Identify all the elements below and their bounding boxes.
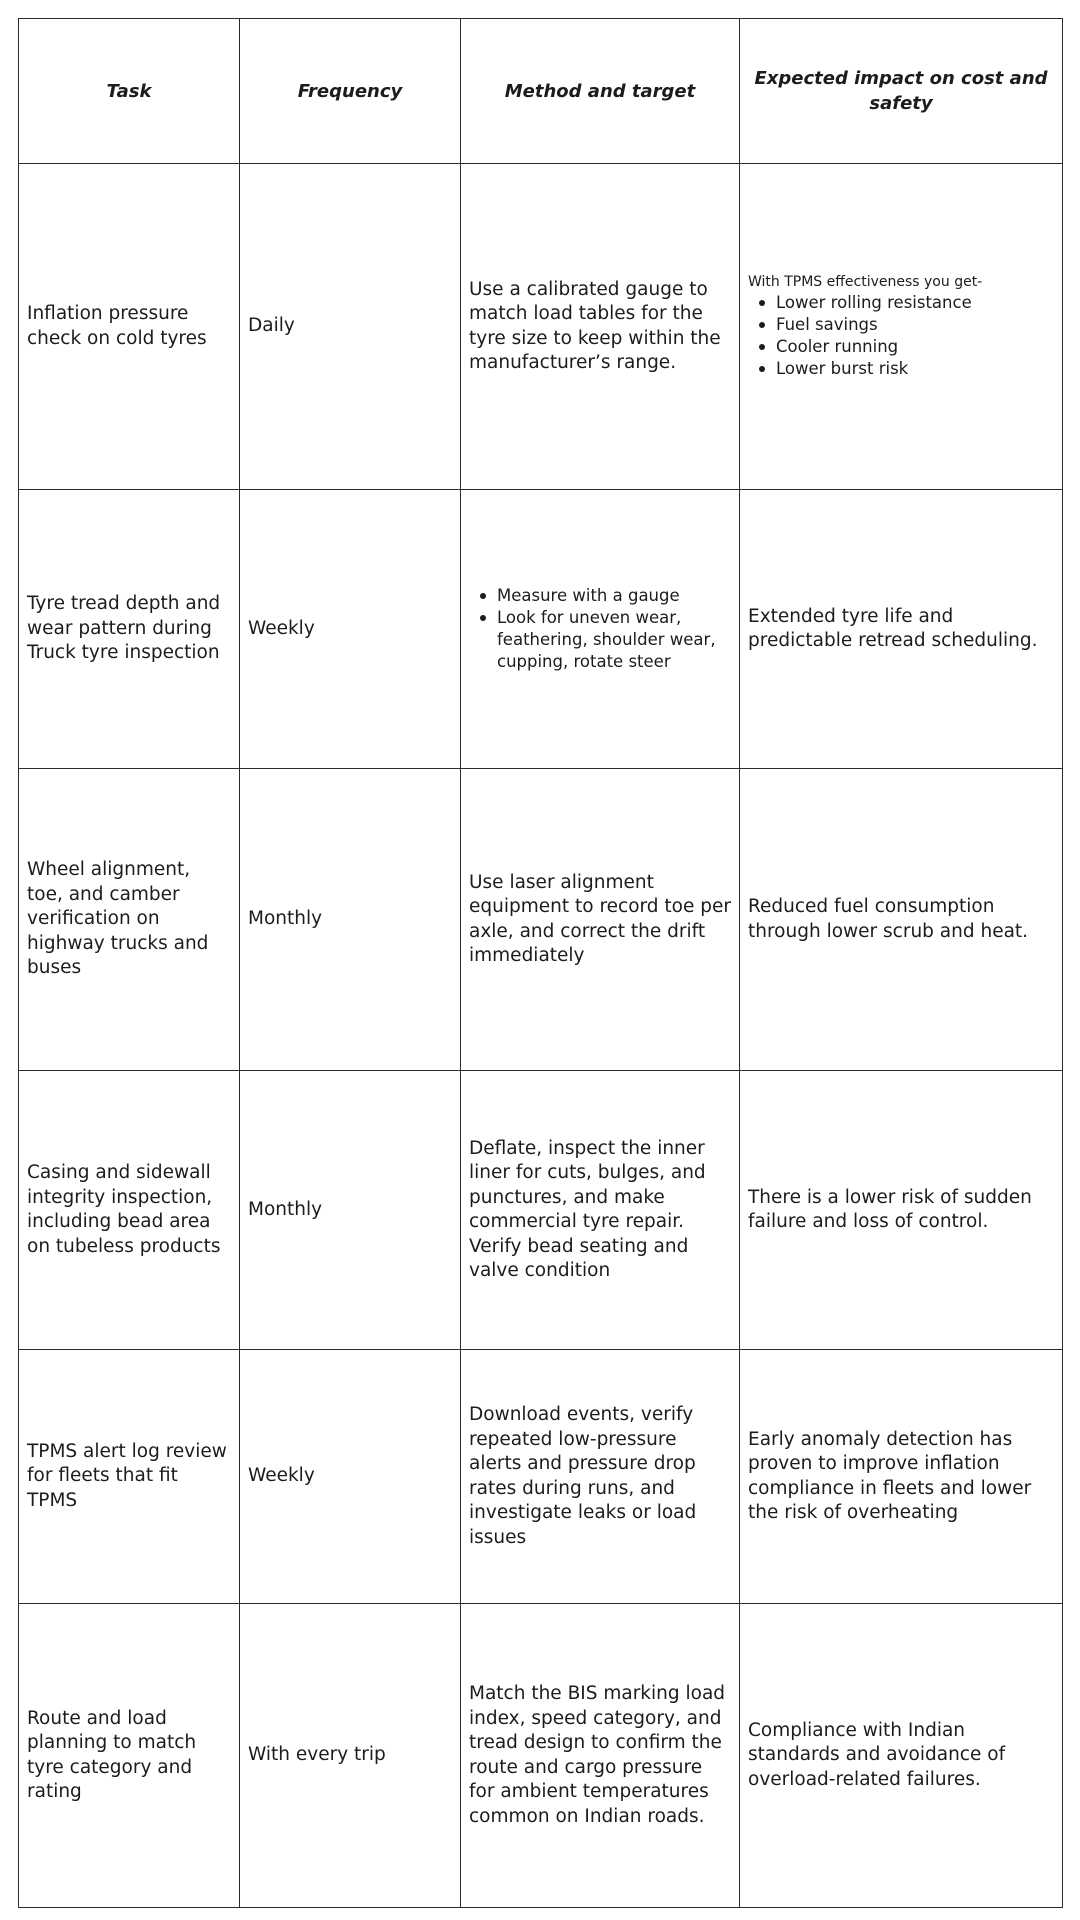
impact-cell: Compliance with Indian standards and avoidance of overload-related failures.: [740, 1604, 1063, 1908]
method-cell: Download events, verify repeated low-pressure alerts and pressure drop rates during runs, and investigate leaks or load issues: [461, 1350, 740, 1604]
impact-cell: There is a lower risk of sudden failure and loss of control.: [740, 1071, 1063, 1350]
header-frequency: Frequency: [240, 19, 461, 164]
list-item: Cooler running: [748, 336, 1054, 358]
method-cell: [461, 490, 740, 769]
method-cell: Use laser alignment equipment to record toe per axle, and correct the drift immediately: [461, 769, 740, 1071]
method-cell: Use a calibrated gauge to match load tables for the tyre size to keep within the manufacturer’s range.: [461, 164, 740, 490]
header-task: Task: [19, 19, 240, 164]
list-item: Lower burst risk: [748, 358, 1054, 380]
impact-cell: [740, 164, 1063, 490]
task-cell: Route and load planning to match tyre category and rating: [19, 1604, 240, 1908]
table-row: [19, 1071, 1063, 1350]
frequency-cell: Monthly: [240, 769, 461, 1071]
list-item: Measure with a gauge: [469, 585, 731, 607]
frequency-cell: Weekly: [240, 490, 461, 769]
table-row: [19, 1604, 1063, 1908]
header-method: Method and target: [461, 19, 740, 164]
impact-intro: With TPMS effectiveness you get-: [748, 274, 983, 290]
task-cell: TPMS alert log review for fleets that fit TPMS: [19, 1350, 240, 1604]
impact-cell: Early anomaly detection has proven to improve inflation compliance in fleets and lower the risk of overheating: [740, 1350, 1063, 1604]
maintenance-table: [18, 18, 1063, 1908]
method-cell: Deflate, inspect the inner liner for cuts, bulges, and punctures, and make commercial tyre repair. Verify bead seating and valve condition: [461, 1071, 740, 1350]
task-cell: Casing and sidewall integrity inspection, including bead area on tubeless products: [19, 1071, 240, 1350]
frequency-cell: Daily: [240, 164, 461, 490]
frequency-cell: Weekly: [240, 1350, 461, 1604]
list-item: Fuel savings: [748, 314, 1054, 336]
table-row: [19, 1350, 1063, 1604]
frequency-cell: Monthly: [240, 1071, 461, 1350]
task-cell: Wheel alignment, toe, and camber verification on highway trucks and buses: [19, 769, 240, 1071]
method-bullet-list: [469, 585, 731, 673]
impact-bullet-list: [748, 292, 1054, 380]
method-cell: Match the BIS marking load index, speed category, and tread design to confirm the route and cargo pressure for ambient temperatures common on Indian roads.: [461, 1604, 740, 1908]
impact-cell: Extended tyre life and predictable retread scheduling.: [740, 490, 1063, 769]
header-row: [19, 19, 1063, 164]
table-row: [19, 164, 1063, 490]
frequency-cell: With every trip: [240, 1604, 461, 1908]
header-impact: Expected impact on cost and safety: [740, 19, 1063, 164]
list-item: Lower rolling resistance: [748, 292, 1054, 314]
list-item: Look for uneven wear, feathering, shoulder wear, cupping, rotate steer: [469, 607, 731, 673]
table-row: [19, 769, 1063, 1071]
impact-cell: Reduced fuel consumption through lower scrub and heat.: [740, 769, 1063, 1071]
task-cell: Inflation pressure check on cold tyres: [19, 164, 240, 490]
task-cell: Tyre tread depth and wear pattern during Truck tyre inspection: [19, 490, 240, 769]
table-row: [19, 490, 1063, 769]
